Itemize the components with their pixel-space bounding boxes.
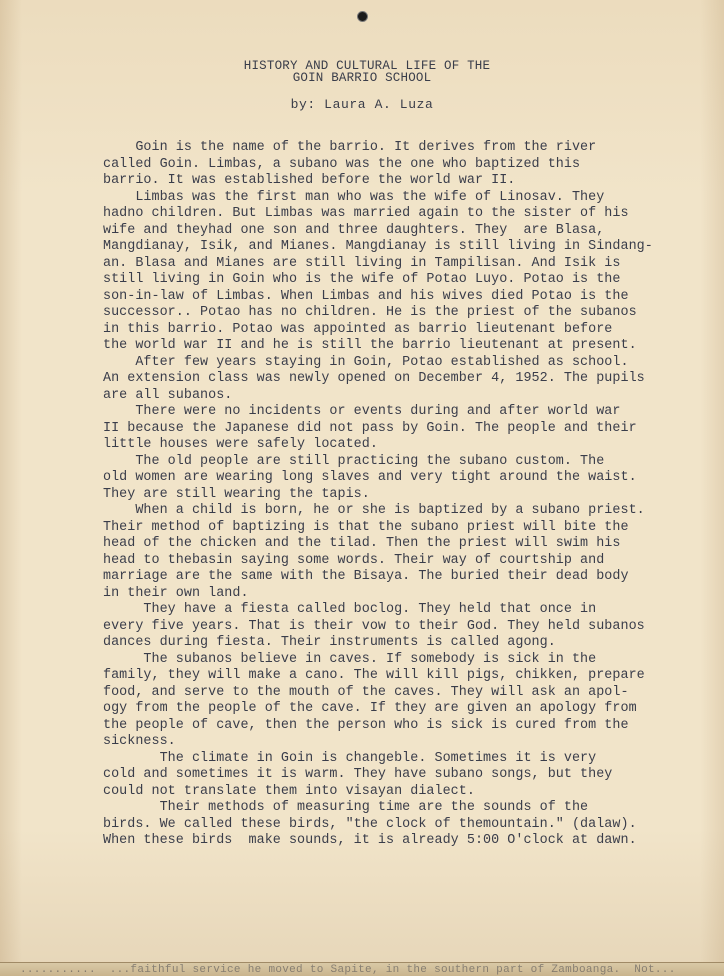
- document-title-line-1: HISTORY AND CULTURAL LIFE OF THE: [243, 59, 491, 73]
- body-line: birds. We called these birds, "the clock of themountain." (dalaw).: [103, 816, 637, 832]
- author-byline: by: Laura A. Luza: [290, 97, 434, 112]
- body-line: are all subanos.: [103, 387, 233, 403]
- body-line: little houses were safely located.: [103, 437, 378, 452]
- body-line: When a child is born, he or she is baptized by a subano priest.: [103, 503, 645, 518]
- body-line: called Goin. Limbas, a subano was the one who baptized this: [103, 156, 581, 172]
- document-body: [103, 140, 701, 850]
- body-line: head to thebasin saying some words. Their way of courtship and: [103, 552, 605, 568]
- body-line: After few years staying in Goin, Potao established as school.: [103, 354, 629, 370]
- body-line: There were no incidents or events during and after world war: [103, 404, 621, 419]
- body-line: II because the Japanese did not pass by Goin. The people and their: [103, 420, 637, 436]
- body-line: still living in Goin who is the wife of Potao Luyo. Potao is the: [103, 272, 621, 287]
- body-line: The old people are still practicing the subano custom. The: [103, 453, 605, 469]
- body-line: dances during fiesta. Their instruments is called agong.: [103, 635, 556, 650]
- body-line: Mangdianay, Isik, and Mianes. Mangdianay is still living in Sindang-: [103, 239, 653, 254]
- body-line: cold and sometimes it is warm. They have subano songs, but they: [103, 767, 613, 782]
- body-line: successor.. Potao has no children. He is the priest of the subanos: [103, 305, 637, 320]
- body-line: sickness.: [103, 734, 176, 749]
- body-line: son-in-law of Limbas. When Limbas and his wives died Potao is the: [103, 288, 629, 304]
- body-line: ogy from the people of the cave. If they are given an apology from: [103, 701, 637, 716]
- body-line: When these birds make sounds, it is already 5:00 O'clock at dawn.: [103, 833, 637, 848]
- body-line: every five years. That is their vow to their God. They held subanos: [103, 618, 645, 634]
- document-title-line-2: GOIN BARRIO SCHOOL: [292, 71, 432, 85]
- body-line: could not translate them into visayan dialect.: [103, 783, 475, 799]
- body-line: An extension class was newly opened on December 4, 1952. The pupils: [103, 371, 645, 386]
- body-line: in this barrio. Potao was appointed as barrio lieutenant before: [103, 321, 613, 337]
- body-line: Goin is the name of the barrio. It derives from the river: [103, 140, 597, 155]
- body-line: old women are wearing long slaves and very tight around the waist.: [103, 470, 637, 485]
- body-line: The subanos believe in caves. If somebody is sick in the: [103, 651, 597, 667]
- body-line: wife and theyhad one son and three daughters. They are Blasa,: [103, 222, 605, 238]
- body-line: food, and serve to the mouth of the caves. They will ask an apol-: [103, 684, 629, 700]
- body-line: They have a fiesta called boclog. They held that once in: [103, 602, 597, 617]
- body-line: Limbas was the first man who was the wife of Linosav. They: [103, 189, 605, 205]
- body-line: They are still wearing the tapis.: [103, 486, 370, 502]
- body-line: Their method of baptizing is that the subano priest will bite the: [103, 519, 629, 535]
- body-line: marriage are the same with the Bisaya. The buried their dead body: [103, 569, 629, 584]
- body-line: Their methods of measuring time are the sounds of the: [103, 800, 589, 815]
- body-line: the world war II and he is still the barrio lieutenant at present.: [103, 338, 637, 353]
- body-line: The climate in Goin is changeble. Sometimes it is very: [103, 750, 597, 766]
- next-page-bleed-text: ........... ...faithful service he moved to Sapite, in the southern part of Zamboanga. Not...: [20, 964, 676, 976]
- body-line: hadno children. But Limbas was married again to the sister of his: [103, 206, 629, 221]
- body-line: an. Blasa and Mianes are still living in Tampilisan. And Isik is: [103, 255, 621, 271]
- body-line: barrio. It was established before the world war II.: [103, 173, 516, 188]
- body-line: in their own land.: [103, 585, 249, 601]
- body-line: the people of cave, then the person who is sick is cured from the: [103, 717, 629, 733]
- body-line: family, they will make a cano. The will kill pigs, chikken, prepare: [103, 668, 645, 683]
- body-line: head of the chicken and the tilad. Then the priest will swim his: [103, 536, 621, 551]
- punch-hole-icon: [357, 11, 368, 22]
